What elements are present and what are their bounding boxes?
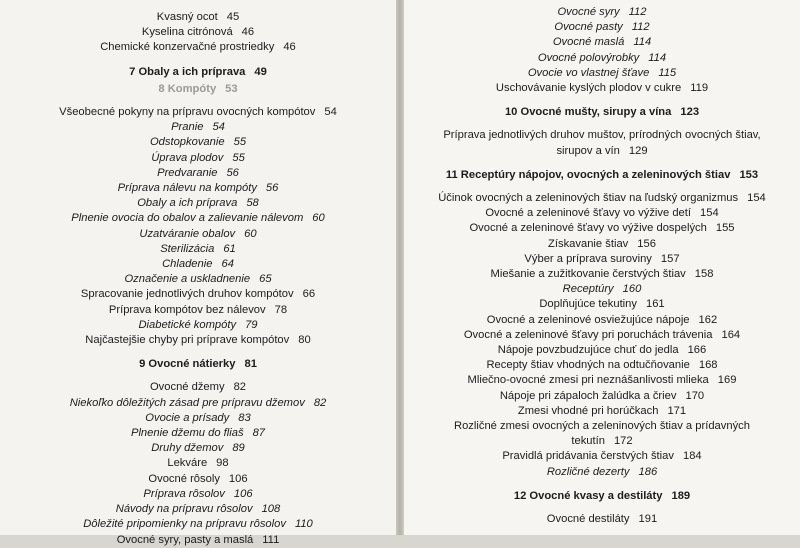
toc-entry: [404, 282, 800, 297]
toc-entry-title: Miešanie a zužitkovanie čerstvých štiav: [490, 268, 686, 281]
toc-entry: [404, 297, 800, 312]
toc-page-number: 156: [637, 237, 656, 250]
toc-entry-title: Dôležité pripomienky na prípravu rôsolov: [83, 518, 286, 531]
toc-entry-title: Príprava nálevu na kompóty: [117, 182, 257, 195]
toc-entry: [404, 449, 800, 464]
left-page: [0, 0, 396, 546]
toc-entry-title: Príprava rôsolov: [143, 487, 225, 500]
toc-page-number: 168: [698, 359, 718, 372]
toc-entry-title: 8 Kompóty: [158, 82, 217, 95]
toc-entry-title: Ovocné a zeleninové osviežujúce nápoje: [486, 313, 690, 326]
toc-page-number: 157: [660, 252, 680, 265]
toc-page-number: 158: [694, 268, 714, 281]
toc-page-number: 54: [324, 106, 337, 119]
toc-page-number: 80: [298, 334, 311, 347]
toc-entry-title: Uschovávanie kyslých plodov v cukre: [495, 82, 682, 95]
toc-entry: [0, 333, 396, 348]
toc-entry-title: Ovocné polovýrobky: [537, 51, 640, 64]
toc-entry: [0, 487, 396, 502]
toc-page-number: 172: [613, 435, 633, 448]
toc-entry: [0, 40, 396, 55]
toc-entry: [0, 211, 396, 226]
toc-entry: [0, 472, 396, 487]
toc-entry: [404, 206, 800, 221]
toc-entry-title: Ovocné maslá: [552, 36, 625, 49]
toc-entry-title: Ovocné džemy: [149, 381, 225, 394]
toc-entry-title: Kvasný ocot: [156, 11, 218, 23]
toc-entry: [404, 128, 800, 143]
toc-entry-title: Ovocie a prísady: [145, 411, 230, 424]
toc-page-number: 49: [254, 65, 267, 78]
toc-page-number: 79: [245, 318, 258, 331]
toc-page-number: 129: [628, 144, 648, 157]
toc-page-number: 45: [226, 11, 240, 23]
toc-entry: [0, 456, 396, 471]
toc-entry: [0, 25, 396, 40]
toc-entry-title: Ovocné a zeleninové šťavy pri poruchách trávenia: [463, 328, 713, 341]
toc-entry-title: Všeobecné pokyny na prípravu ovocných kompótov: [59, 106, 316, 119]
toc-entry-title: Ovocné pasty: [554, 21, 623, 34]
toc-entry-title: Príprava jednotlivých druhov muštov, prírodných ovocných štiav,: [443, 129, 761, 142]
toc-page-number: 56: [265, 182, 279, 195]
toc-entry-title: Predvaranie: [157, 166, 218, 179]
toc-entry-title: 9 Ovocné nátierky: [139, 358, 236, 371]
toc-page-number: 78: [274, 303, 288, 316]
book-gutter: [396, 0, 404, 535]
toc-entry-title: sirupov a vín: [556, 144, 620, 157]
toc-entry-title: Ovocné destiláty: [546, 513, 630, 526]
toc-entry: [404, 237, 800, 252]
toc-page-number: 169: [717, 374, 737, 387]
toc-entry-title: Ovocné a zeleninové šťavy vo výžive detí: [485, 207, 691, 220]
toc-page-number: 186: [638, 465, 658, 478]
toc-entry-title: Zmesi vhodné pri horúčkach: [517, 404, 659, 417]
toc-page-number: 65: [259, 273, 272, 286]
toc-page-number: 83: [238, 411, 251, 424]
toc-entry: [0, 135, 396, 150]
toc-page-number: 60: [244, 227, 257, 240]
toc-entry: [404, 221, 800, 236]
toc-entry-title: Chemické konzervačné prostriedky: [100, 41, 275, 54]
toc-entry: [404, 404, 800, 419]
toc-entry-title: Receptúry: [562, 283, 614, 296]
toc-entry: [0, 105, 396, 120]
toc-page-number: 82: [233, 381, 247, 394]
toc-entry: [0, 502, 396, 517]
toc-entry-title: Lekváre: [167, 457, 208, 470]
toc-page-number: 53: [225, 82, 238, 95]
toc-entry: [404, 66, 800, 81]
toc-entry-title: Kyselina citrónová: [141, 26, 233, 39]
toc-page-number: 114: [648, 51, 667, 64]
toc-page-number: 46: [241, 26, 255, 39]
toc-entry-title: 11 Receptúry nápojov, ovocných a zeleninových štiav: [445, 168, 731, 181]
toc-entry-title: Recepty štiav vhodných na odtučňovanie: [486, 359, 690, 372]
toc-entry-title: Diabetické kompóty: [138, 318, 237, 331]
toc-entry-title: Pranie: [171, 121, 204, 134]
toc-entry: [404, 373, 800, 388]
toc-page-number: 110: [294, 518, 313, 531]
toc-entry-title: Nápoje povzbudzujúce chuť do jedla: [497, 344, 679, 357]
toc-entry: [0, 181, 396, 196]
toc-page-number: 61: [223, 242, 236, 255]
toc-page-number: 60: [312, 212, 325, 225]
toc-page-number: 119: [690, 82, 709, 95]
toc-page-number: 87: [252, 427, 266, 440]
toc-entry: [404, 191, 800, 206]
toc-entry: [404, 343, 800, 358]
toc-entry-title: Spracovanie jednotlivých druhov kompótov: [80, 288, 294, 301]
toc-entry-title: Druhy džemov: [151, 442, 224, 455]
toc-page-number: 161: [645, 298, 665, 311]
toc-page-number: 184: [682, 450, 702, 463]
toc-entry-title: Účinok ovocných a zeleninových štiav na ľudský organizmus: [438, 192, 739, 205]
toc-entry-title: Ovocné a zeleninové šťavy vo výžive dospelých: [469, 222, 707, 235]
toc-page-number: 111: [262, 533, 280, 546]
toc-entry-title: Ovocné syry: [557, 6, 620, 18]
toc-entry-title: Chladenie: [162, 258, 213, 271]
toc-chapter-heading: [404, 168, 800, 183]
toc-entry: [404, 252, 800, 267]
toc-entry-title: Sterilizácia: [160, 242, 215, 255]
toc-entry: [0, 257, 396, 272]
toc-entry: [404, 267, 800, 282]
toc-page-number: 46: [283, 41, 296, 54]
toc-page-number: 98: [216, 457, 229, 470]
toc-page-number: 81: [244, 358, 257, 371]
toc-entry-title: Príprava kompótov bez nálevov: [108, 303, 266, 316]
toc-entry-title: Mliečno-ovocné zmesi pri neznášanlivosti mlieka: [467, 374, 709, 387]
toc-entry-title: Rozličné dezerty: [546, 465, 630, 478]
toc-page-number: 115: [658, 66, 677, 79]
toc-page-number: 160: [622, 283, 642, 296]
toc-entry: [404, 313, 800, 328]
toc-entry: [0, 10, 396, 25]
toc-entry: [0, 441, 396, 456]
toc-entry: [0, 272, 396, 287]
toc-page-number: 112: [631, 21, 650, 34]
toc-page-number: 64: [221, 258, 234, 271]
toc-page-number: 58: [246, 197, 259, 210]
toc-entry-title: Označenie a uskladnenie: [124, 273, 251, 286]
toc-page-number: 114: [633, 36, 652, 49]
toc-entry-title: Doplňujúce tekutiny: [539, 298, 637, 311]
toc-entry: [0, 196, 396, 211]
toc-page-number: 66: [302, 288, 316, 301]
toc-chapter-heading: [0, 357, 396, 372]
toc-page-number: 164: [721, 328, 741, 341]
toc-page-number: 166: [687, 344, 707, 357]
toc-entry-title: Ovocné syry, pasty a maslá: [116, 533, 254, 546]
toc-page-number: 55: [233, 136, 247, 149]
toc-entry: [0, 380, 396, 395]
toc-entry-title: Uzatváranie obalov: [139, 227, 236, 240]
toc-entry-title: Niekoľko dôležitých zásad pre prípravu džemov: [69, 396, 305, 409]
toc-entry: [404, 419, 800, 449]
toc-entry: [0, 242, 396, 257]
right-page: [404, 0, 800, 535]
toc-entry: [404, 328, 800, 343]
toc-page-number: 189: [671, 489, 691, 502]
toc-entry: [0, 426, 396, 441]
toc-entry: [404, 465, 800, 480]
toc-entry: [0, 318, 396, 333]
toc-entry: [404, 35, 800, 50]
toc-page-number: 171: [667, 404, 687, 417]
toc-page-number: 112: [628, 6, 647, 18]
toc-page-number: 154: [747, 192, 766, 205]
toc-chapter-heading: [404, 489, 800, 504]
toc-entry-title: Ovocné rôsoly: [148, 472, 220, 485]
toc-entry: [404, 389, 800, 404]
toc-entry-title: Plnenie ovocia do obalov a zalievanie nálevom: [71, 212, 304, 225]
toc-entry: [0, 151, 396, 166]
toc-entry-title: Rozličné zmesi ovocných a zeleninových štiav a prídavných tekutín: [454, 420, 750, 448]
toc-entry: [0, 396, 396, 411]
toc-page-number: 89: [232, 442, 245, 455]
toc-page-number: 162: [698, 313, 718, 326]
toc-chapter-heading: [404, 105, 800, 120]
toc-entry: [0, 411, 396, 426]
toc-entry: [404, 20, 800, 35]
toc-entry: [404, 5, 800, 20]
toc-entry-title: Ovocie vo vlastnej šťave: [527, 66, 650, 79]
toc-entry-title: Nápoje pri zápaloch žalúdka a čriev: [499, 389, 677, 402]
toc-page-number: 123: [680, 106, 700, 119]
toc-entry-title: Výber a príprava suroviny: [524, 252, 652, 265]
toc-entry-title: Návody na prípravu rôsolov: [115, 503, 253, 516]
toc-page-number: 55: [232, 151, 245, 164]
toc-entry: [0, 120, 396, 135]
toc-entry: [0, 303, 396, 318]
toc-entry-title: 10 Ovocné mušty, sirupy a vína: [504, 106, 672, 119]
toc-page-number: 154: [700, 207, 719, 220]
toc-entry: [0, 517, 396, 532]
toc-page-number: 155: [715, 222, 735, 235]
toc-entry-title: 12 Ovocné kvasy a destiláty: [513, 489, 663, 502]
toc-entry: [404, 144, 800, 159]
toc-page-number: 82: [313, 396, 327, 409]
toc-entry-title: Najčastejšie chyby pri príprave kompótov: [85, 334, 290, 347]
toc-entry: [0, 166, 396, 181]
toc-entry: [0, 287, 396, 302]
toc-entry-title: Pravidlá pridávania čerstvých štiav: [502, 450, 674, 463]
toc-entry: [404, 81, 800, 96]
toc-page-number: 54: [212, 121, 225, 134]
toc-chapter-heading: [0, 82, 396, 97]
toc-page-number: 170: [685, 389, 705, 402]
toc-entry-title: Odstopkovanie: [149, 136, 225, 149]
toc-entry: [0, 227, 396, 242]
toc-page-number: 106: [233, 487, 253, 500]
toc-page-number: 106: [228, 472, 248, 485]
toc-entry-title: Úprava plodov: [151, 151, 224, 164]
toc-entry: [404, 512, 800, 527]
toc-entry-title: Obaly a ich príprava: [137, 197, 238, 210]
toc-page-number: 153: [739, 168, 759, 181]
toc-page-number: 108: [261, 503, 281, 516]
toc-entry: [404, 51, 800, 66]
toc-chapter-heading: [0, 65, 396, 80]
toc-entry-title: 7 Obaly a ich príprava: [129, 65, 246, 78]
toc-entry-title: Plnenie džemu do fliaš: [130, 427, 244, 440]
toc-page-number: 191: [638, 513, 658, 526]
toc-entry: [404, 358, 800, 373]
toc-entry-title: Získavanie štiav: [548, 237, 629, 250]
toc-page-number: 56: [226, 166, 239, 179]
